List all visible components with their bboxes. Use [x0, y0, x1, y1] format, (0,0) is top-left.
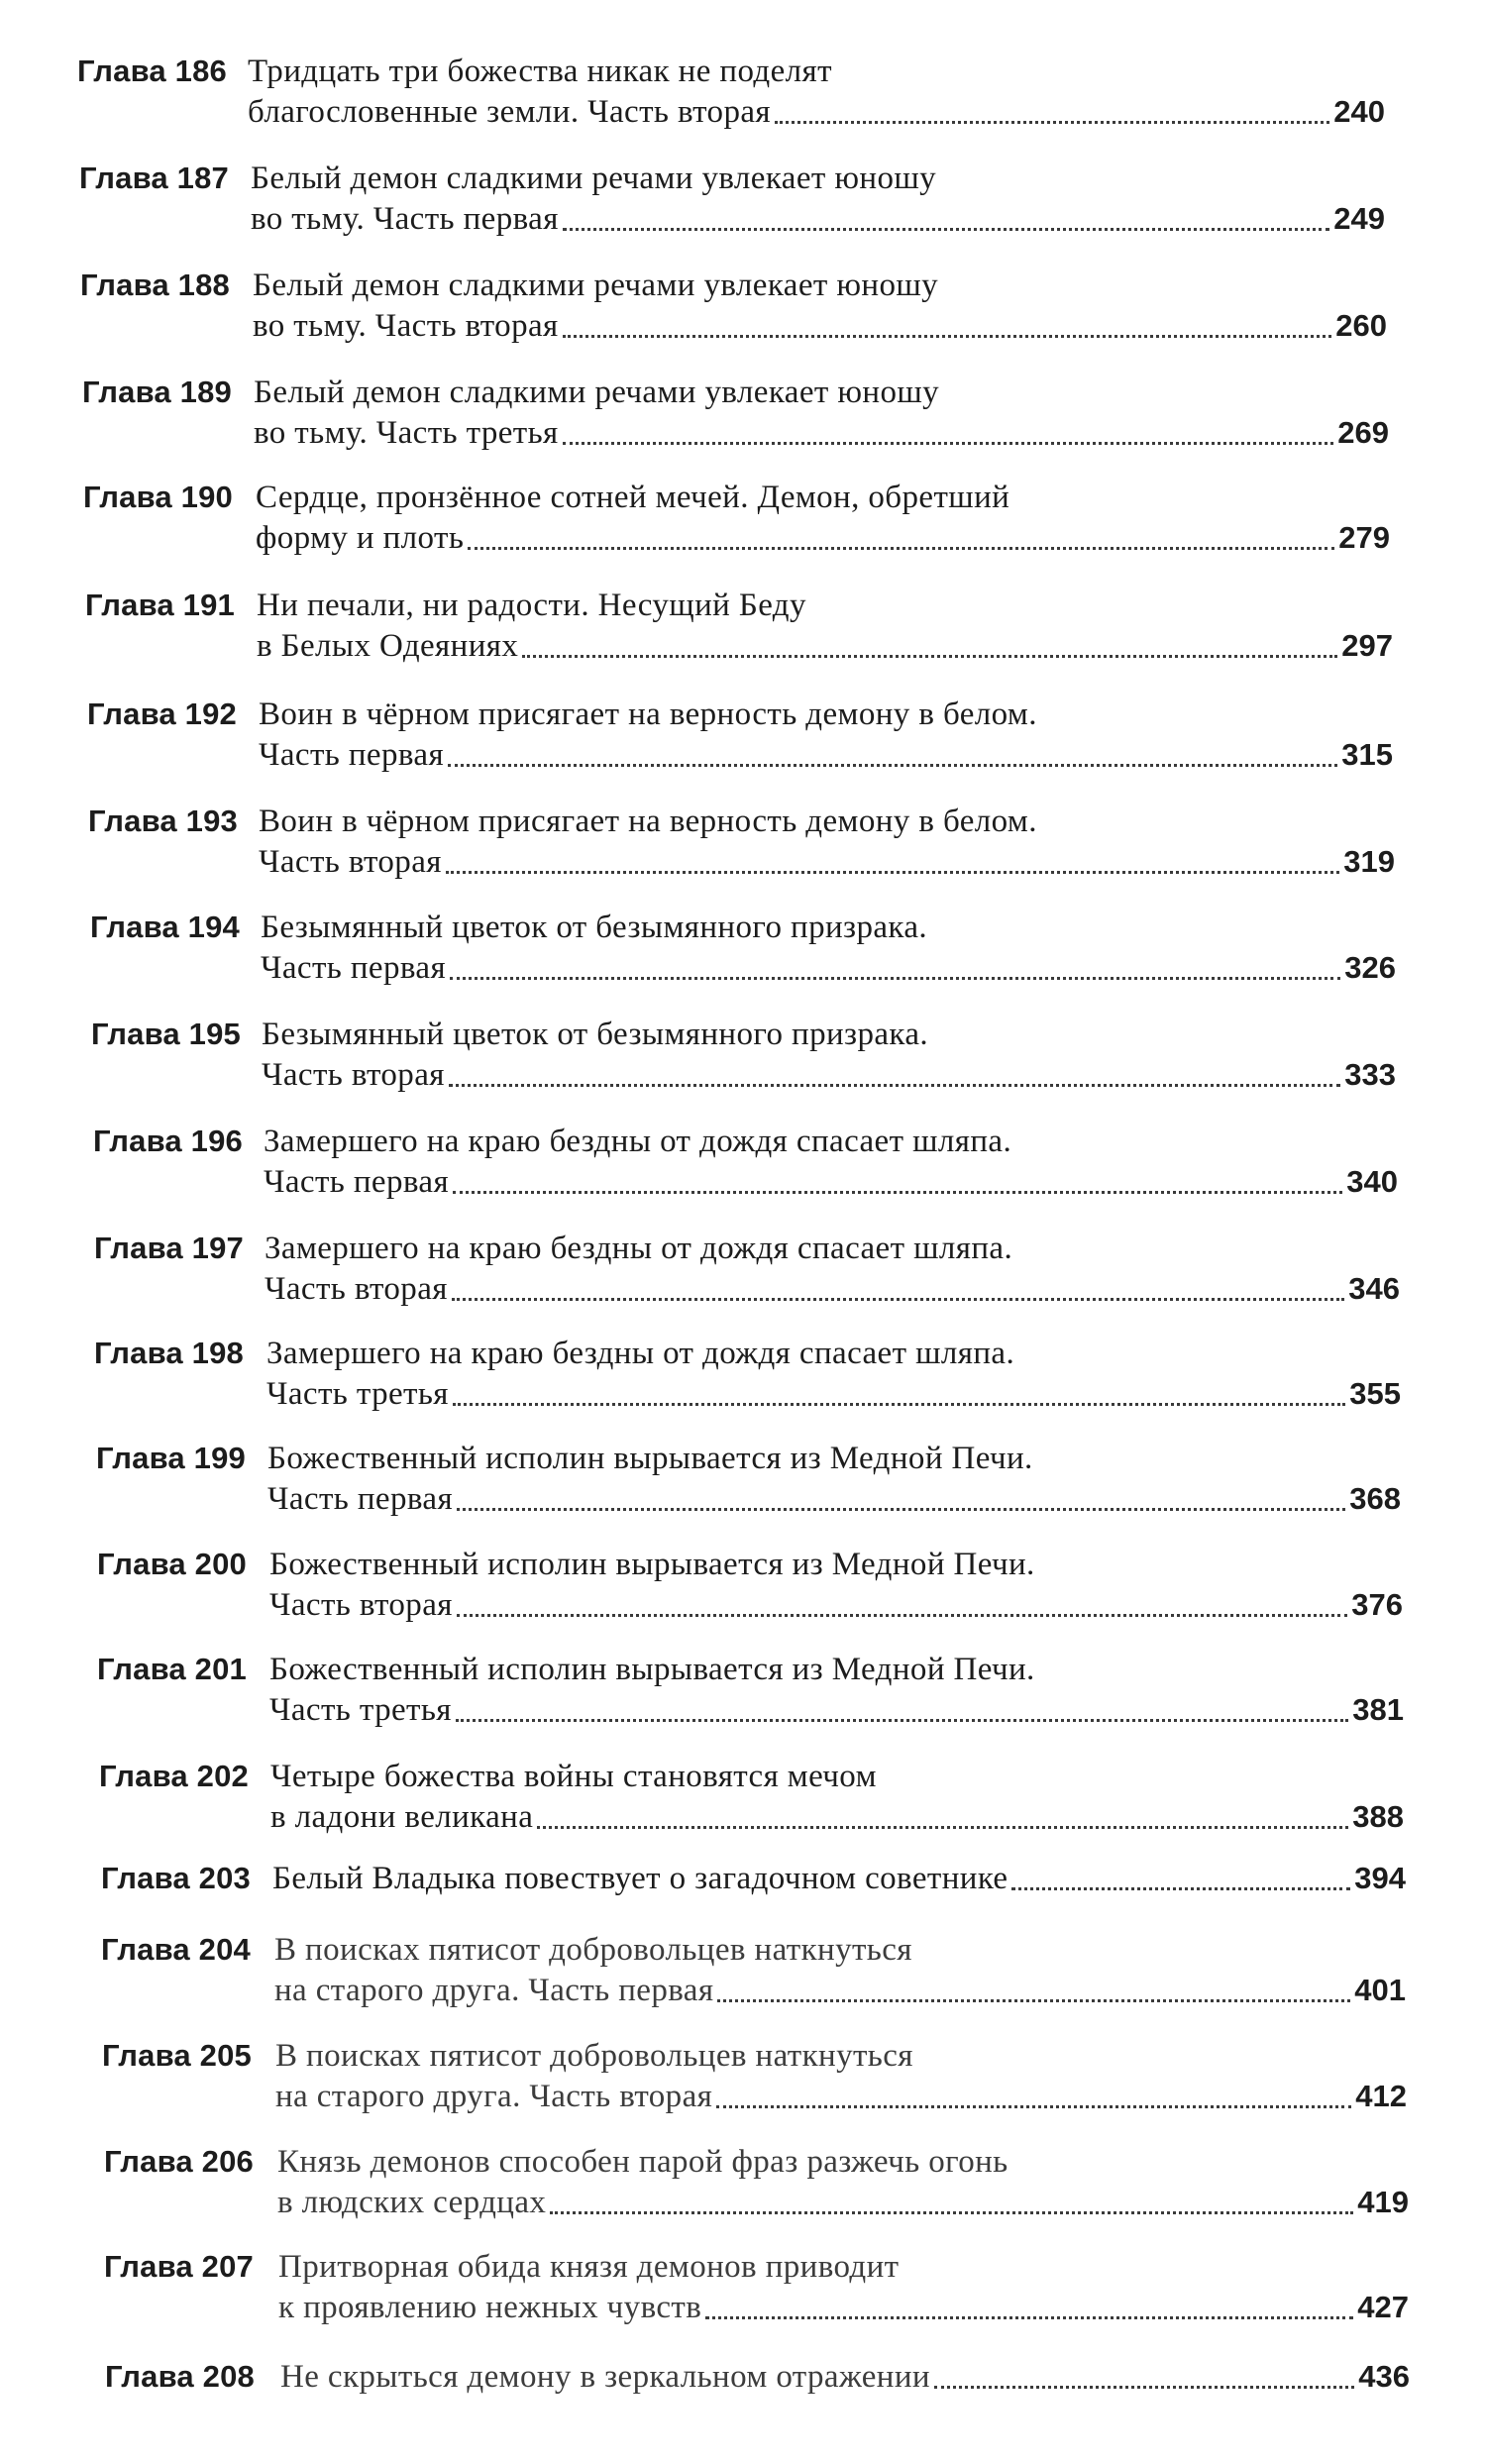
page-number: 333 — [1344, 1057, 1396, 1092]
chapter-title-line2: Часть вторая — [265, 1271, 448, 1307]
chapter-title-line1: Четыре божества войны становятся мечом — [270, 1759, 877, 1794]
chapter-number: Глава 189 — [82, 375, 232, 409]
toc-entry[interactable] — [0, 1755, 1486, 1864]
page-number: 340 — [1346, 1164, 1398, 1199]
chapter-title-line2: на старого друга. Часть первая — [274, 1973, 714, 2008]
dot-leader — [563, 228, 1329, 231]
dot-leader — [563, 335, 1332, 338]
chapter-number: Глава 195 — [91, 1017, 241, 1051]
chapter-title: Белый Владыка повествует о загадочном советнике — [272, 1861, 1008, 1896]
dot-leader — [775, 121, 1329, 124]
chapter-number: Глава 205 — [102, 2038, 252, 2073]
chapter-title-line1: Воин в чёрном присягает на верность демону в белом. — [259, 803, 1037, 839]
chapter-title-line2: Часть вторая — [259, 844, 442, 880]
page-number: 394 — [1354, 1861, 1406, 1895]
chapter-title-line1: Князь демонов способен парой фраз разжечь огонь — [277, 2144, 1008, 2180]
page-number: 346 — [1348, 1271, 1400, 1306]
chapter-title-line2: форму и плоть — [256, 520, 465, 556]
chapter-title-line1: Сердце, пронзённое сотней мечей. Демон, обретший — [256, 480, 1010, 515]
dot-leader — [450, 977, 1340, 980]
chapter-title-line1: Белый демон сладкими речами увлекает юношу — [251, 161, 937, 196]
dot-leader — [563, 442, 1334, 445]
toc-entry[interactable] — [0, 157, 1486, 266]
chapter-title-line2: в Белых Одеяниях — [257, 628, 519, 664]
chapter-title-line1: Тридцать три божества никак не поделят — [248, 54, 832, 89]
dot-leader — [448, 764, 1337, 767]
toc-entry[interactable] — [0, 1928, 1486, 2037]
chapter-number: Глава 198 — [94, 1336, 244, 1370]
chapter-title-line1: Белый демон сладкими речами увлекает юношу — [254, 375, 940, 410]
chapter-title-line2: Часть первая — [267, 1481, 454, 1517]
page-number: 297 — [1341, 628, 1393, 663]
chapter-number: Глава 188 — [80, 268, 230, 302]
toc-entry[interactable] — [0, 693, 1486, 802]
page-number: 419 — [1357, 2185, 1409, 2219]
chapter-title-line2: Часть третья — [266, 1376, 449, 1412]
chapter-title-line2: на старого друга. Часть вторая — [275, 2079, 713, 2114]
page-number: 388 — [1352, 1799, 1404, 1834]
chapter-title-line1: В поисках пятисот добровольцев наткнуться — [274, 1932, 912, 1968]
chapter-title-line2: во тьму. Часть первая — [251, 201, 559, 237]
dot-leader — [449, 1084, 1340, 1087]
toc-entry[interactable] — [0, 1013, 1486, 1122]
chapter-title-line1: Божественный исполин вырывается из Медной Печи. — [269, 1652, 1035, 1687]
dot-leader — [453, 1191, 1342, 1194]
page-number: 269 — [1337, 415, 1389, 450]
page-number: 315 — [1341, 737, 1393, 772]
toc-entry[interactable] — [0, 1437, 1486, 1546]
chapter-number: Глава 207 — [104, 2249, 254, 2284]
dot-leader — [934, 2386, 1354, 2389]
page-number: 319 — [1343, 844, 1395, 879]
chapter-title-line1: Белый демон сладкими речами увлекает юношу — [253, 268, 939, 303]
chapter-number: Глава 191 — [85, 588, 235, 622]
chapter-title-line1: Воин в чёрном присягает на верность демону в белом. — [259, 696, 1037, 732]
chapter-number: Глава 200 — [97, 1547, 247, 1581]
toc-entry[interactable] — [0, 1227, 1486, 1336]
chapter-title-line2: во тьму. Часть вторая — [253, 308, 559, 344]
dot-leader — [446, 871, 1339, 874]
dot-leader — [537, 1826, 1348, 1829]
chapter-title-line2: Часть вторая — [262, 1057, 445, 1093]
page-number: 260 — [1335, 308, 1387, 343]
chapter-number: Глава 190 — [83, 480, 233, 514]
chapter-number: Глава 208 — [105, 2359, 255, 2394]
chapter-title-line2: к проявлению нежных чувств — [278, 2290, 702, 2325]
chapter-title-line2: Часть первая — [264, 1164, 450, 1200]
toc-entry[interactable] — [0, 2140, 1486, 2249]
chapter-title-line2: Часть вторая — [269, 1587, 453, 1623]
dot-leader — [705, 2316, 1353, 2319]
toc-entry[interactable] — [0, 584, 1486, 693]
chapter-title-line1: В поисках пятисот добровольцев наткнуться — [275, 2038, 913, 2074]
dot-leader — [550, 2211, 1353, 2214]
page-number: 381 — [1352, 1692, 1404, 1727]
chapter-title-line2: Часть первая — [261, 950, 447, 986]
chapter-number: Глава 201 — [97, 1652, 247, 1686]
chapter-title-line2: Часть третья — [269, 1692, 452, 1728]
toc-entry[interactable] — [0, 906, 1486, 1015]
toc-entry[interactable] — [0, 2245, 1486, 2354]
toc-entry[interactable] — [0, 1332, 1486, 1441]
chapter-number: Глава 194 — [90, 910, 240, 944]
toc-entry[interactable] — [0, 1543, 1486, 1652]
chapter-number: Глава 187 — [79, 161, 229, 195]
toc-entry[interactable] — [0, 1120, 1486, 1229]
page-number: 279 — [1338, 520, 1390, 555]
chapter-title-line1: Замершего на краю бездны от дождя спасает шляпа. — [264, 1124, 1012, 1159]
dot-leader — [452, 1298, 1344, 1301]
dot-leader — [457, 1508, 1345, 1511]
chapter-number: Глава 199 — [96, 1441, 246, 1475]
chapter-number: Глава 192 — [87, 696, 237, 731]
toc-entry[interactable] — [0, 1648, 1486, 1757]
toc-entry[interactable] — [0, 264, 1486, 373]
dot-leader — [456, 1719, 1348, 1722]
dot-leader — [453, 1403, 1345, 1406]
chapter-title-line2: во тьму. Часть третья — [254, 415, 559, 451]
toc-entry[interactable] — [0, 2355, 1486, 2464]
chapter-title-line2: благословенные земли. Часть вторая — [248, 94, 771, 130]
page-number: 401 — [1354, 1973, 1406, 2007]
page-number: 249 — [1333, 201, 1385, 236]
dot-leader — [1011, 1887, 1350, 1890]
chapter-number: Глава 202 — [99, 1759, 249, 1793]
chapter-title-line1: Замершего на краю бездны от дождя спасает шляпа. — [266, 1336, 1015, 1371]
chapter-number: Глава 197 — [94, 1231, 244, 1265]
chapter-title-line1: Безымянный цветок от безымянного призрака. — [261, 910, 928, 945]
dot-leader — [716, 2105, 1351, 2108]
chapter-number: Глава 206 — [104, 2144, 254, 2179]
toc-entry[interactable] — [0, 371, 1486, 480]
chapter-title-line1: Ни печали, ни радости. Несущий Беду — [257, 588, 806, 623]
chapter-title-line2: в людских сердцах — [277, 2185, 547, 2220]
chapter-number: Глава 196 — [93, 1124, 243, 1158]
toc-entry[interactable] — [0, 2034, 1486, 2143]
chapter-title-line2: Часть первая — [259, 737, 445, 773]
chapter-title-line1: Безымянный цветок от безымянного призрака. — [262, 1017, 929, 1052]
chapter-title-line2: в ладони великана — [270, 1799, 534, 1835]
page-number: 376 — [1351, 1587, 1403, 1622]
chapter-number: Глава 204 — [101, 1932, 251, 1967]
dot-leader — [468, 547, 1334, 550]
chapter-title-line1: Божественный исполин вырывается из Медной Печи. — [267, 1441, 1033, 1476]
page-number: 326 — [1344, 950, 1396, 985]
toc-entry[interactable] — [0, 50, 1486, 159]
dot-leader — [457, 1614, 1347, 1617]
chapter-number: Глава 203 — [101, 1861, 251, 1895]
chapter-title-line1: Притворная обида князя демонов приводит — [278, 2249, 900, 2285]
chapter-title-line1: Замершего на краю бездны от дождя спасает шляпа. — [265, 1231, 1013, 1266]
toc-entry[interactable] — [0, 800, 1486, 909]
chapter-number: Глава 186 — [77, 54, 227, 88]
chapter-title: Не скрыться демону в зеркальном отражении — [280, 2359, 930, 2395]
page-number: 355 — [1349, 1376, 1401, 1411]
page-number: 240 — [1333, 94, 1385, 129]
page-number: 412 — [1355, 2079, 1407, 2113]
dot-leader — [717, 1999, 1350, 2002]
page-number: 368 — [1349, 1481, 1401, 1516]
page-number: 427 — [1357, 2290, 1409, 2324]
chapter-title-line1: Божественный исполин вырывается из Медной Печи. — [269, 1547, 1035, 1582]
toc-entry[interactable] — [0, 476, 1486, 585]
dot-leader — [522, 655, 1337, 658]
chapter-number: Глава 193 — [88, 803, 238, 838]
page-number: 436 — [1358, 2359, 1410, 2394]
